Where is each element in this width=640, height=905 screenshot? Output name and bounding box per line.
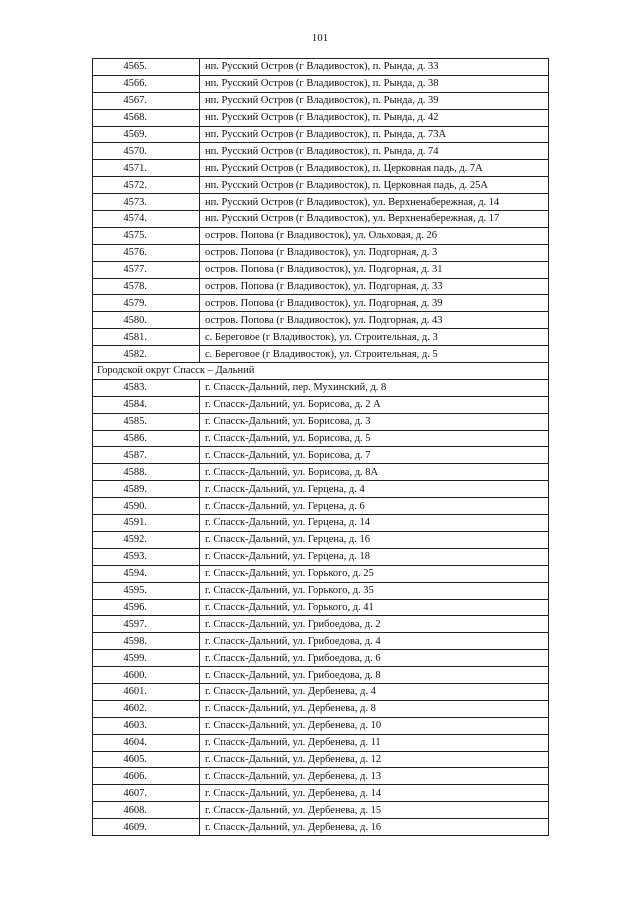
row-number: 4570.: [93, 143, 200, 160]
row-address: нп. Русский Остров (г Владивосток), ул. Верхненабережная, д. 14: [200, 194, 549, 211]
row-address: остров. Попова (г Владивосток), ул. Подгорная, д. 33: [200, 278, 549, 295]
table-row: [93, 379, 549, 396]
table-row: [93, 717, 549, 734]
row-address: с. Береговое (г Владивосток), ул. Строительная, д. 3: [200, 329, 549, 346]
table-row: [93, 565, 549, 582]
table-row: [93, 244, 549, 261]
table-row: [93, 160, 549, 177]
row-number: 4604.: [93, 734, 200, 751]
row-number: 4585.: [93, 413, 200, 430]
row-number: 4573.: [93, 194, 200, 211]
table-row: [93, 211, 549, 228]
table-row: [93, 92, 549, 109]
row-number: 4584.: [93, 396, 200, 413]
table-row: [93, 109, 549, 126]
row-address: нп. Русский Остров (г Владивосток), п. Рында, д. 38: [200, 75, 549, 92]
row-number: 4596.: [93, 599, 200, 616]
table-row: [93, 515, 549, 532]
table-row: [93, 430, 549, 447]
row-number: 4602.: [93, 700, 200, 717]
row-number: 4578.: [93, 278, 200, 295]
row-address: нп. Русский Остров (г Владивосток), п. Церковная падь, д. 7А: [200, 160, 549, 177]
row-number: 4600.: [93, 667, 200, 684]
row-number: 4608.: [93, 802, 200, 819]
row-address: г. Спасск-Дальний, ул. Дербенева, д. 12: [200, 751, 549, 768]
table-row: [93, 278, 549, 295]
row-address: г. Спасск-Дальний, ул. Герцена, д. 6: [200, 498, 549, 515]
row-address: г. Спасск-Дальний, ул. Дербенева, д. 15: [200, 802, 549, 819]
row-address: г. Спасск-Дальний, пер. Мухинский, д. 8: [200, 379, 549, 396]
table-row: [93, 633, 549, 650]
row-number: 4583.: [93, 379, 200, 396]
row-address: г. Спасск-Дальний, ул. Грибоедова, д. 6: [200, 650, 549, 667]
row-address: г. Спасск-Дальний, ул. Дербенева, д. 4: [200, 683, 549, 700]
table-row: [93, 126, 549, 143]
table-row: [93, 599, 549, 616]
row-address: г. Спасск-Дальний, ул. Дербенева, д. 10: [200, 717, 549, 734]
row-number: 4571.: [93, 160, 200, 177]
table-row: [93, 59, 549, 76]
table-row: [93, 700, 549, 717]
row-number: 4609.: [93, 819, 200, 836]
row-number: 4582.: [93, 346, 200, 363]
table-row: [93, 346, 549, 363]
row-address: г. Спасск-Дальний, ул. Герцена, д. 4: [200, 481, 549, 498]
row-address: нп. Русский Остров (г Владивосток), п. Рында, д. 42: [200, 109, 549, 126]
table-row: [93, 413, 549, 430]
address-registry-table: [92, 58, 549, 836]
table-row: [93, 616, 549, 633]
table-row: [93, 295, 549, 312]
row-address: г. Спасск-Дальний, ул. Борисова, д. 2 А: [200, 396, 549, 413]
table-row: [93, 819, 549, 836]
row-address: нп. Русский Остров (г Владивосток), ул. Верхненабережная, д. 17: [200, 211, 549, 228]
table-row: [93, 683, 549, 700]
row-number: 4605.: [93, 751, 200, 768]
table-row: [93, 481, 549, 498]
table-row: [93, 768, 549, 785]
row-address: нп. Русский Остров (г Владивосток), п. Рында, д. 74: [200, 143, 549, 160]
row-address: г. Спасск-Дальний, ул. Дербенева, д. 14: [200, 785, 549, 802]
row-number: 4590.: [93, 498, 200, 515]
row-number: 4594.: [93, 565, 200, 582]
table-row: [93, 396, 549, 413]
table-row: [93, 785, 549, 802]
row-number: 4565.: [93, 59, 200, 76]
row-address: нп. Русский Остров (г Владивосток), п. Рында, д. 39: [200, 92, 549, 109]
table-row: [93, 531, 549, 548]
row-number: 4601.: [93, 683, 200, 700]
table-row: [93, 751, 549, 768]
row-number: 4586.: [93, 430, 200, 447]
row-number: 4607.: [93, 785, 200, 802]
table-row: [93, 329, 549, 346]
table-row: [93, 464, 549, 481]
row-address: г. Спасск-Дальний, ул. Борисова, д. 5: [200, 430, 549, 447]
row-address: остров. Попова (г Владивосток), ул. Подгорная, д. 39: [200, 295, 549, 312]
row-address: г. Спасск-Дальний, ул. Дербенева, д. 8: [200, 700, 549, 717]
table-row: [93, 498, 549, 515]
table-row: [93, 227, 549, 244]
row-address: остров. Попова (г Владивосток), ул. Подгорная, д. 3: [200, 244, 549, 261]
table-row: [93, 548, 549, 565]
row-number: 4593.: [93, 548, 200, 565]
row-number: 4574.: [93, 211, 200, 228]
row-address: г. Спасск-Дальний, ул. Борисова, д. 7: [200, 447, 549, 464]
table-row: [93, 261, 549, 278]
section-header-row: [93, 363, 549, 380]
table-row: [93, 447, 549, 464]
row-address: г. Спасск-Дальний, ул. Горького, д. 25: [200, 565, 549, 582]
registry-body: [93, 59, 549, 836]
row-address: остров. Попова (г Владивосток), ул. Подгорная, д. 31: [200, 261, 549, 278]
row-address: г. Спасск-Дальний, ул. Герцена, д. 18: [200, 548, 549, 565]
row-number: 4591.: [93, 515, 200, 532]
row-number: 4589.: [93, 481, 200, 498]
table-row: [93, 177, 549, 194]
table-row: [93, 194, 549, 211]
row-address: остров. Попова (г Владивосток), ул. Подгорная, д. 43: [200, 312, 549, 329]
row-address: нп. Русский Остров (г Владивосток), п. Рында, д. 73А: [200, 126, 549, 143]
table-row: [93, 143, 549, 160]
table-row: [93, 582, 549, 599]
table-row: [93, 734, 549, 751]
table-row: [93, 667, 549, 684]
row-number: 4588.: [93, 464, 200, 481]
row-number: 4581.: [93, 329, 200, 346]
row-number: 4592.: [93, 531, 200, 548]
row-number: 4580.: [93, 312, 200, 329]
row-address: г. Спасск-Дальний, ул. Дербенева, д. 11: [200, 734, 549, 751]
row-number: 4597.: [93, 616, 200, 633]
row-number: 4576.: [93, 244, 200, 261]
row-address: г. Спасск-Дальний, ул. Дербенева, д. 13: [200, 768, 549, 785]
row-address: остров. Попова (г Владивосток), ул. Ольховая, д. 26: [200, 227, 549, 244]
row-number: 4569.: [93, 126, 200, 143]
page-number: 101: [311, 32, 329, 44]
row-address: г. Спасск-Дальний, ул. Горького, д. 35: [200, 582, 549, 599]
row-number: 4599.: [93, 650, 200, 667]
row-address: г. Спасск-Дальний, ул. Грибоедова, д. 2: [200, 616, 549, 633]
row-number: 4566.: [93, 75, 200, 92]
row-number: 4568.: [93, 109, 200, 126]
row-number: 4567.: [93, 92, 200, 109]
row-number: 4595.: [93, 582, 200, 599]
row-number: 4598.: [93, 633, 200, 650]
table-row: [93, 312, 549, 329]
row-address: г. Спасск-Дальний, ул. Герцена, д. 16: [200, 531, 549, 548]
row-address: г. Спасск-Дальний, ул. Дербенева, д. 16: [200, 819, 549, 836]
row-number: 4577.: [93, 261, 200, 278]
row-address: нп. Русский Остров (г Владивосток), п. Церковная падь, д. 25А: [200, 177, 549, 194]
row-number: 4606.: [93, 768, 200, 785]
row-address: с. Береговое (г Владивосток), ул. Строительная, д. 5: [200, 346, 549, 363]
row-address: г. Спасск-Дальний, ул. Грибоедова, д. 8: [200, 667, 549, 684]
row-number: 4572.: [93, 177, 200, 194]
table-row: [93, 75, 549, 92]
row-address: г. Спасск-Дальний, ул. Горького, д. 41: [200, 599, 549, 616]
row-number: 4579.: [93, 295, 200, 312]
row-address: г. Спасск-Дальний, ул. Грибоедова, д. 4: [200, 633, 549, 650]
row-number: 4603.: [93, 717, 200, 734]
row-address: г. Спасск-Дальний, ул. Герцена, д. 14: [200, 515, 549, 532]
row-address: г. Спасск-Дальний, ул. Борисова, д. 8А: [200, 464, 549, 481]
table-row: [93, 650, 549, 667]
row-number: 4587.: [93, 447, 200, 464]
row-address: г. Спасск-Дальний, ул. Борисова, д. 3: [200, 413, 549, 430]
row-address: нп. Русский Остров (г Владивосток), п. Рында, д. 33: [200, 59, 549, 76]
row-number: 4575.: [93, 227, 200, 244]
section-title: Городской округ Спасск – Дальний: [93, 363, 549, 380]
table-row: [93, 802, 549, 819]
